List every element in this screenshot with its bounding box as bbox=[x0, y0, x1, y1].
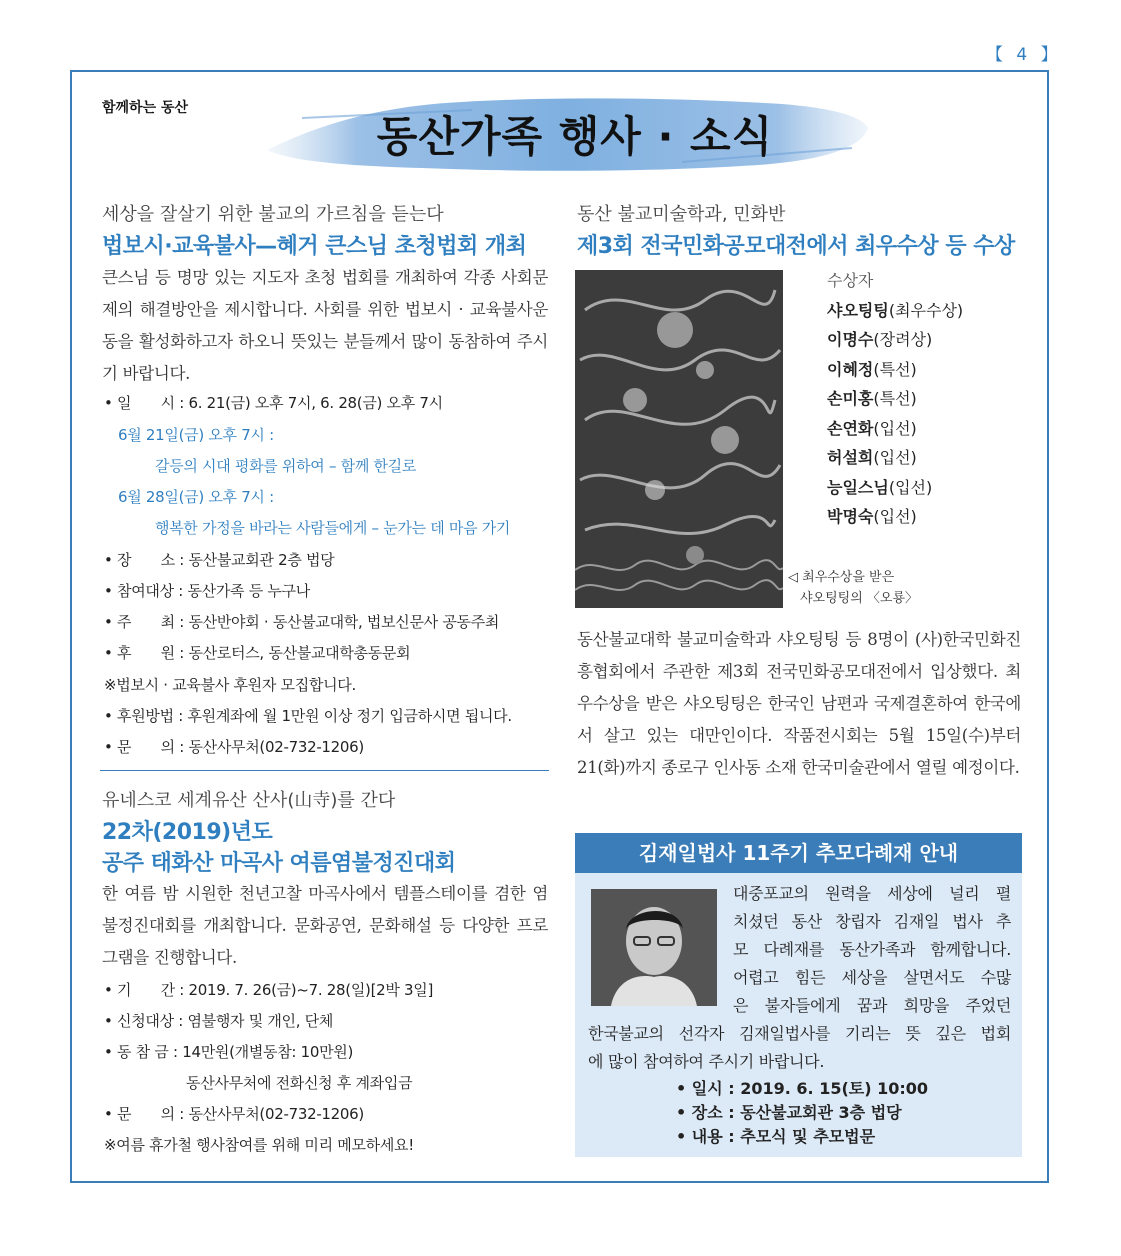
session2-topic: 행복한 가정을 바라는 사람들에게 – 눈가는 데 마음 가기 bbox=[155, 519, 511, 537]
article1-host: • 주 최 : 동산반야회 · 동산불교대학, 법보신문사 공동주최 bbox=[104, 613, 500, 631]
session2-date: 6월 28일(금) 오후 7시 : bbox=[118, 488, 274, 506]
session1-topic: 갈등의 시대 평화를 위하여 – 함께 한길로 bbox=[155, 457, 417, 475]
article2-fee: • 동 참 금 : 14만원(개별동참: 10만원) bbox=[104, 1043, 354, 1061]
winner-item: 이혜정(특선) bbox=[827, 359, 917, 379]
memorial-wrap-text: 대중포교의 원력을 세상에 널리 펼 치셨던 동산 창립자 김재일 법사 추 모 다례재를 동산가족과 함께합니다. 어렵고 힘든 세상을 살면서도 수많 은 불자들에게 꿈과 희망을 주었던 bbox=[733, 884, 1011, 1015]
article2-contact: • 문 의 : 동산사무처(02-732-1206) bbox=[104, 1105, 364, 1123]
article3-body: 동산불교대학 불교미술학과 샤오팅팅 등 8명이 (사)한국민화진흥협회에서 주관한 제3회 전국민화공모대전에서 입상했다. 최우수상을 받은 샤오팅팅은 한국인 남편과 국제결혼하여 한국에서 살고 있는 대만인이다. 작품전시회는 5월 15일(수)부터 21(화)까지 종로구 인사동 소재 한국미술관에서 열릴 예정이다. bbox=[577, 630, 1021, 777]
article1-note: ※법보시 · 교육불사 후원자 모집합니다. bbox=[104, 676, 356, 694]
section-divider bbox=[100, 770, 549, 771]
memorial-details bbox=[676, 1077, 928, 1149]
winner-item: 박명숙(입선) bbox=[827, 507, 917, 526]
winner-item: 허설희(입선) bbox=[827, 448, 917, 467]
article2-body: 한 여름 밤 시원한 천년고찰 마곡사에서 템플스테이를 겸한 염불정진대회를 개최합니다. 문화공연, 문화해설 등 다양한 프로그램을 진행합니다. bbox=[102, 884, 548, 967]
winner-item: 손미홍(특선) bbox=[827, 389, 917, 408]
page-number: 【 4 】 bbox=[986, 45, 1062, 65]
winners-list bbox=[827, 266, 963, 532]
image-caption: ◁ 최우수상을 받은 샤오팅팅의 〈오룡〉 bbox=[788, 570, 919, 606]
article1-title: 법보시·교육불사—혜거 큰스님 초청법회 개최 bbox=[102, 234, 527, 259]
winner-item: 능일스님(입선) bbox=[827, 477, 933, 497]
article1-place: • 장 소 : 동산불교회관 2층 법당 bbox=[104, 551, 335, 569]
winner-item: 이명수(장려상) bbox=[827, 330, 933, 349]
winners-label: 수상자 bbox=[827, 271, 874, 290]
article2-target: • 신청대상 : 염불행자 및 개인, 단체 bbox=[104, 1012, 334, 1030]
article2-title-line2: 공주 태화산 마곡사 여름염불정진대회 bbox=[102, 851, 456, 876]
page-title: 동산가족 행사 · 소식 bbox=[376, 112, 774, 161]
article2-title-line1: 22차(2019)년도 bbox=[102, 820, 273, 845]
article2-period: • 기 간 : 2019. 7. 26(금)~7. 28(일)[2박 3일] bbox=[104, 981, 434, 999]
article1-body: 큰스님 등 명망 있는 지도자 초청 법회를 개최하여 각종 사회문제의 해결방안을 제시합니다. 사회를 위한 법보시 · 교육불사운동을 활성화하고자 하오니 뜻있는 분들께서 많이 동참하여 주시기 바랍니다. bbox=[102, 268, 548, 383]
article1-method: • 후원방법 : 후원계좌에 월 1만원 이상 정기 입금하시면 됩니다. bbox=[104, 707, 512, 725]
memorial-title: 김재일법사 11주기 추모다례재 안내 bbox=[575, 833, 1022, 873]
article3-title: 제3회 전국민화공모대전에서 최우수상 등 수상 bbox=[577, 234, 1015, 259]
memorial-body: 한국불교의 선각자 김재일법사를 기리는 뜻 깊은 법회 에 많이 참여하여 주시기 바랍니다. bbox=[588, 1024, 1011, 1071]
article3-subtitle: 동산 불교미술학과, 민화반 bbox=[577, 204, 786, 225]
memorial-date: • 일시 : 2019. 6. 15(토) 10:00 bbox=[676, 1079, 929, 1098]
memorial-content: • 내용 : 추모식 및 추모법문 bbox=[676, 1127, 876, 1146]
section-tag: 함께하는 동산 bbox=[102, 100, 189, 116]
article1-target: • 참여대상 : 동산가족 등 누구나 bbox=[104, 582, 310, 600]
winner-item: 손연화(입선) bbox=[827, 418, 917, 438]
article2-note: ※여름 휴가철 행사참여를 위해 미리 메모하세요! bbox=[104, 1136, 414, 1154]
portrait-photo bbox=[591, 889, 717, 1006]
article2-fee-note: 동산사무처에 전화신청 후 계좌입금 bbox=[186, 1074, 413, 1092]
article2-subtitle: 유네스코 세계유산 산사(山寺)를 간다 bbox=[102, 790, 396, 811]
winner-item: 샤오팅팅(최우수상) bbox=[827, 300, 964, 320]
memorial-place: • 장소 : 동산불교회관 3층 법당 bbox=[676, 1103, 902, 1122]
article1-subtitle: 세상을 잘살기 위한 불교의 가르침을 듣는다 bbox=[102, 204, 444, 225]
session1-date: 6월 21일(금) 오후 7시 : bbox=[118, 426, 274, 444]
article1-contact: • 문 의 : 동산사무처(02-732-1206) bbox=[104, 738, 364, 756]
dragon-painting bbox=[575, 270, 783, 608]
article1-date: • 일 시 : 6. 21(금) 오후 7시, 6. 28(금) 오후 7시 bbox=[104, 394, 443, 412]
article1-sponsor: • 후 원 : 동산로터스, 동산불교대학총동문회 bbox=[104, 644, 411, 662]
